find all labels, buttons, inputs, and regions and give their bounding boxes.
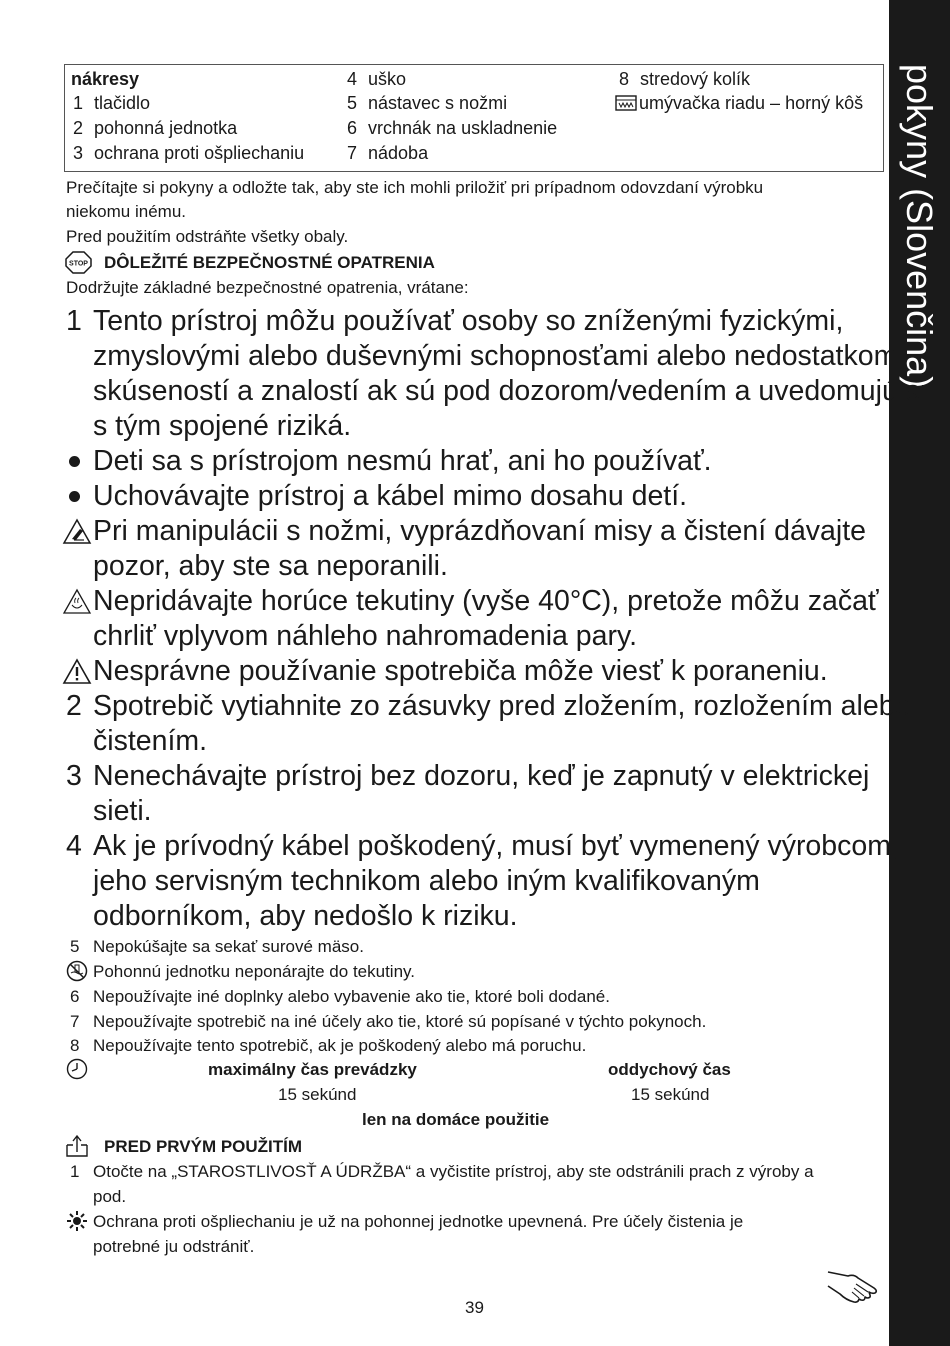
safety-text: odborníkom, aby nedošlo k riziku. [93, 900, 518, 932]
safety-text: Tento prístroj môžu používať osoby so zníženými fyzickými, [93, 305, 844, 337]
item-number: 7 [70, 1012, 80, 1031]
legend-item: 1 tlačidlo [72, 93, 151, 113]
max-time-value: 15 sekúnd [278, 1085, 357, 1104]
safety-text: sieti. [93, 795, 152, 827]
first-use-text: pod. [93, 1187, 127, 1206]
item-number: 1 [70, 1162, 80, 1181]
safety-text: Nepoužívajte iné doplnky alebo vybavenie ako tie, ktoré boli dodané. [93, 987, 610, 1006]
safety-text: Nepokúšajte sa sekať surové mäso. [93, 937, 364, 956]
intro-text: Prečítajte si pokyny a odložte tak, aby ste ich mohli priložiť pri prípadnom odovzdaní výrobku [66, 178, 764, 197]
item-number: 4 [66, 830, 82, 862]
tip-text: potrebné ju odstrániť. [93, 1237, 255, 1256]
safety-text: Pri manipulácii s nožmi, vyprázdňovaní misy a čistení dávajte [93, 515, 866, 547]
unpack-box-icon [64, 1134, 90, 1158]
safety-text: Nepoužívajte tento spotrebič, ak je poškodený alebo má poruchu. [93, 1036, 587, 1055]
item-number: 3 [66, 760, 82, 792]
tip-text: Ochrana proti ošpliechaniu je už na pohonnej jednotke upevnená. Pre účely čistenia je [93, 1212, 744, 1231]
safety-text: Ak je prívodný kábel poškodený, musí byť vymenený výrobcom, [93, 830, 899, 862]
bullet-icon [69, 456, 80, 467]
item-number: 8 [70, 1036, 80, 1055]
warning-icon [62, 658, 92, 685]
pointing-hand-icon [826, 1262, 882, 1306]
safety-text: Nepoužívajte spotrebič na iné účely ako tie, ktoré sú popísané v týchto pokynoch. [93, 1012, 707, 1031]
intro-text: Pred použitím odstráňte všetky obaly. [66, 227, 349, 246]
item-number: 6 [70, 987, 80, 1006]
bullet-icon [69, 491, 80, 502]
safety-text: Nenechávajte prístroj bez dozoru, keď je zapnutý v elektrickej [93, 760, 870, 792]
legend-item: 4 uško [346, 69, 407, 89]
dishwasher-icon [615, 95, 637, 111]
legend-item: 7 nádoba [346, 143, 429, 163]
safety-text: pozor, aby ste sa neporanili. [93, 550, 448, 582]
dishwasher-note: umývačka riadu – horný kôš [615, 91, 863, 115]
rest-time-label: oddychový čas [608, 1060, 731, 1079]
safety-text: Deti sa s prístrojom nesmú hrať, ani ho používať. [93, 445, 712, 477]
intro-text: niekomu inému. [66, 202, 187, 221]
clock-icon [66, 1058, 88, 1080]
legend-item: 2 pohonná jednotka [72, 118, 238, 138]
side-tab-label: pokyny (Slovenčina) [899, 64, 940, 389]
domestic-use-note: len na domáce použitie [362, 1110, 550, 1129]
first-use-text: Otočte na „STAROSTLIVOSŤ A ÚDRŽBA“ a vyčistite prístroj, aby ste odstránili prach z výroby a [93, 1162, 814, 1181]
item-number: 1 [66, 305, 82, 337]
legend-item: 5 nástavec s nožmi [346, 93, 508, 113]
safety-text: chrliť vplyvom náhleho nahromadenia pary. [93, 620, 638, 652]
stop-icon [65, 251, 92, 274]
safety-text: Nesprávne používanie spotrebiča môže viesť k poraneniu. [93, 655, 828, 687]
safety-text: s tým spojené riziká. [93, 410, 352, 442]
max-time-label: maximálny čas prevádzky [208, 1060, 417, 1079]
safety-text: skúseností a znalostí ak sú pod dozorom/vedením a uvedomujú si [93, 375, 927, 407]
safety-text: jeho servisným technikom alebo iným kvalifikovaným [93, 865, 760, 897]
blade-warning-icon [62, 518, 92, 545]
rest-time-value: 15 sekúnd [631, 1085, 710, 1104]
tip-star-icon [66, 1210, 88, 1232]
safety-heading: DÔLEŽITÉ BEZPEČNOSTNÉ OPATRENIA [104, 253, 435, 272]
illustrations-legend [64, 64, 884, 172]
safety-text: Pohonnú jednotku neponárajte do tekutiny. [93, 962, 415, 981]
legend-item: 8 stredový kolík [618, 69, 751, 89]
legend-item: 3 ochrana proti ošpliechaniu [72, 143, 305, 163]
safety-text: Uchovávajte prístroj a kábel mimo dosahu detí. [93, 480, 688, 512]
legend-heading: nákresy [71, 69, 140, 89]
safety-text: čistením. [93, 725, 208, 757]
legend-item: 6 vrchnák na uskladnenie [346, 118, 558, 138]
stop-icon-text: STOP [69, 260, 88, 268]
safety-text: zmyslovými alebo duševnými schopnosťami alebo nedostatkom [93, 340, 898, 372]
no-immerse-icon [66, 960, 88, 982]
first-use-heading: PRED PRVÝM POUŽITÍM [104, 1137, 303, 1156]
language-side-tab [889, 0, 950, 1346]
hot-liquid-warning-icon [62, 588, 92, 615]
item-number: 2 [66, 690, 82, 722]
page-number: 39 [465, 1298, 484, 1317]
safety-text: Nepridávajte horúce tekutiny (vyše 40°C), pretože môžu začať [93, 585, 879, 617]
safety-subheading: Dodržujte základné bezpečnostné opatrenia, vrátane: [66, 278, 469, 297]
safety-text: Spotrebič vytiahnite zo zásuvky pred zložením, rozložením alebo [93, 690, 911, 722]
item-number: 5 [70, 937, 80, 956]
